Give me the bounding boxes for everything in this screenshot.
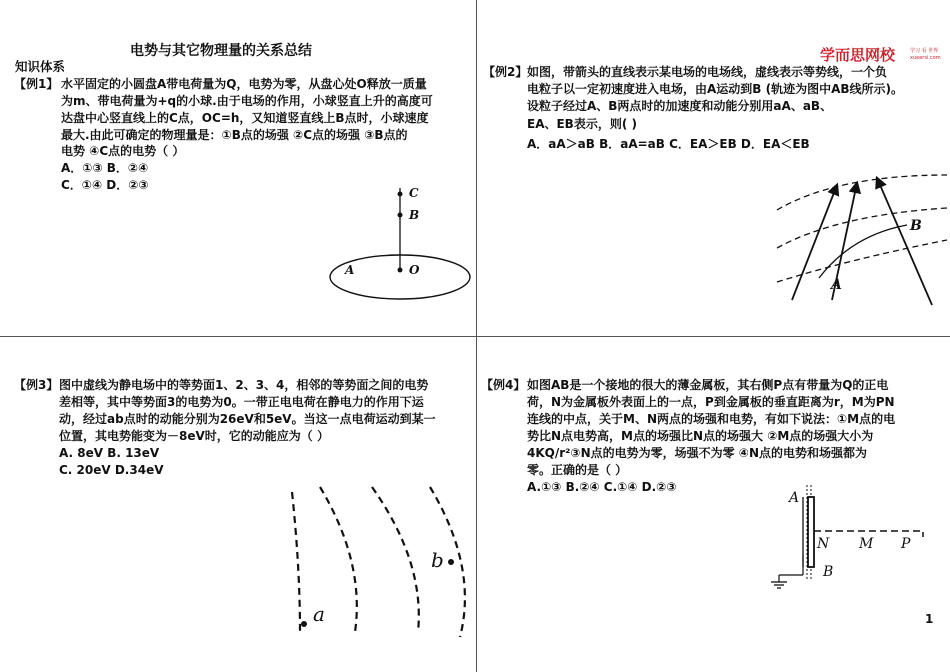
fig4-label-n: N bbox=[817, 536, 830, 552]
example-1-line-5: 电势 ④C点的电势（ ） bbox=[61, 144, 185, 158]
fig1-label-c: C bbox=[409, 186, 419, 200]
example-2-line-3: 设粒子经过A、B两点时的加速度和动能分别用aA、aB、 bbox=[527, 99, 833, 113]
panel-example-4 bbox=[477, 337, 950, 672]
example-1-line-1: 水平固定的小圆盘A带电荷量为Q，电势为零，从盘心处O释放一质量 bbox=[61, 77, 427, 91]
example-2-line-1: 如图，带箭头的直线表示某电场的电场线，虚线表示等势线，一个负 bbox=[527, 65, 888, 79]
example-4-line-5: 4KQ/r²③N点的电势为零，场强不为零 ④N点的电势和场强都为 bbox=[527, 446, 867, 460]
example-3-line-1: 图中虚线为静电场中的等势面1、2、3、4，相邻的等势面之间的电势 bbox=[59, 378, 429, 392]
example-4-tag: 【例4】 bbox=[481, 378, 526, 392]
fig1-label-a: A bbox=[345, 263, 355, 277]
brand-logo-url: xueersi.com bbox=[910, 55, 941, 61]
page-title: 电势与其它物理量的关系总结 bbox=[130, 43, 312, 59]
example-1-options-row-2: C．①④ D．②③ bbox=[61, 178, 149, 192]
example-2-tag: 【例2】 bbox=[483, 65, 528, 79]
example-3-line-3: 动，经过ab点时的动能分别为26eV和5eV。当这一点电荷运动到某一 bbox=[59, 412, 436, 426]
example-3-tag: 【例3】 bbox=[14, 378, 59, 392]
example-4-line-3: 连线的中点，关于M、N两点的场强和电势，有如下说法：①M点的电 bbox=[527, 412, 896, 426]
fig1-label-o: O bbox=[409, 263, 420, 277]
example-4-options: A.①③ B.②④ C.①④ D.②③ bbox=[527, 480, 677, 494]
panel-example-3 bbox=[0, 337, 476, 672]
fig2-label-b: B bbox=[910, 218, 922, 234]
fig3-label-b: b bbox=[431, 548, 444, 572]
section-label: 知识体系 bbox=[15, 59, 66, 74]
panel-example-1 bbox=[0, 0, 476, 336]
fig2-label-a: A bbox=[831, 277, 842, 293]
example-4-line-4: 势比N点电势高，M点的场强比N点的场强大 ②M点的场强大小为 bbox=[527, 429, 874, 443]
panel-example-2 bbox=[477, 0, 950, 336]
brand-logo-name: 学而思网校 bbox=[820, 46, 896, 64]
example-1-line-2: 为m、带电荷量为+q的小球.由于电场的作用，小球竖直上升的高度可 bbox=[61, 94, 433, 108]
example-4-line-2: 荷，N为金属板外表面上的一点，P到金属板的垂直距离为r，M为PN bbox=[527, 395, 895, 409]
example-1-figure bbox=[0, 0, 476, 336]
example-3-options-row-2: C. 20eV D.34eV bbox=[59, 463, 164, 477]
example-3-figure bbox=[0, 337, 476, 672]
example-2-line-4: EA、EB表示，则( ) bbox=[527, 117, 637, 131]
example-3-line-2: 差相等，其中等势面3的电势为0。一带正电电荷在静电力的作用下运 bbox=[59, 395, 424, 409]
example-2-options: A．aA＞aB B．aA=aB C．EA＞EB D．EA＜EB bbox=[527, 137, 810, 151]
fig4-label-b: B bbox=[823, 564, 834, 580]
example-4-line-1: 如图AB是一个接地的很大的薄金属板，其右侧P点有带量为Q的正电 bbox=[527, 378, 889, 392]
example-4-figure bbox=[477, 337, 950, 672]
example-1-line-4: 最大.由此可确定的物理量是：①B点的场强 ②C点的场强 ③B点的 bbox=[61, 128, 408, 142]
example-2-figure bbox=[477, 0, 950, 336]
example-1-line-3: 达盘中心竖直线上的C点，OC=h，又知道竖直线上B点时，小球速度 bbox=[61, 111, 429, 125]
example-2-line-2: 电粒子以一定初速度进入电场，由A运动到B (轨迹为图中AB线所示)。 bbox=[527, 82, 904, 96]
fig4-label-a: A bbox=[789, 490, 800, 506]
fig3-label-a: a bbox=[313, 602, 325, 626]
example-1-tag: 【例1】 bbox=[14, 77, 59, 91]
page-number: 1 bbox=[925, 612, 934, 626]
example-1-options-row-1: A．①③ B．②④ bbox=[61, 161, 149, 175]
example-3-options-row-1: A. 8eV B. 13eV bbox=[59, 446, 160, 460]
example-3-line-4: 位置，其电势能变为－8eV时，它的动能应为（ ） bbox=[59, 429, 329, 443]
fig1-label-b: B bbox=[409, 208, 420, 222]
example-4-line-6: 零。正确的是（ ） bbox=[527, 463, 628, 477]
fig4-label-m: M bbox=[859, 536, 874, 552]
fig4-label-p: P bbox=[901, 536, 911, 552]
brand-logo-tagline: 学习 看 世界 bbox=[910, 48, 939, 54]
